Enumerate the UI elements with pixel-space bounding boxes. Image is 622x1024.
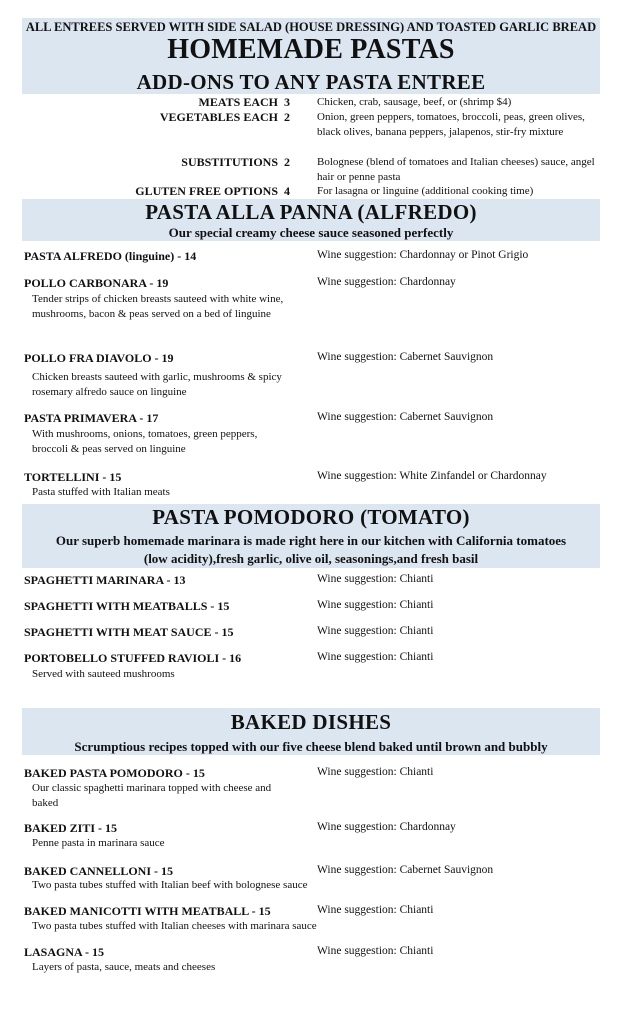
wine-suggestion: Wine suggestion: Chianti bbox=[317, 625, 434, 637]
menu-item-name: BAKED CANNELLONI - 15 bbox=[24, 864, 174, 878]
menu-item-name: LASAGNA - 15 bbox=[24, 945, 105, 959]
addon-label: MEATS EACH 3 bbox=[198, 95, 290, 109]
menu-item-name: SPAGHETTI WITH MEAT SAUCE - 15 bbox=[24, 625, 234, 639]
alfredo-title: PASTA ALLA PANNA (ALFREDO) bbox=[145, 200, 477, 224]
addon-desc: Bolognese (blend of tomatoes and Italian cheeses) sauce, angel hair or penne pasta bbox=[317, 156, 595, 183]
wine-suggestion: Wine suggestion: Chianti bbox=[317, 651, 434, 663]
menu-item-name: SPAGHETTI WITH MEATBALLS - 15 bbox=[24, 599, 230, 613]
wine-suggestion: Wine suggestion: Cabernet Sauvignon bbox=[317, 351, 494, 363]
wine-suggestion: Wine suggestion: Chardonnay bbox=[317, 821, 456, 833]
addon-price: 2 bbox=[284, 155, 290, 169]
menu-item-name: POLLO FRA DIAVOLO - 19 bbox=[24, 351, 174, 365]
wine-suggestion: Wine suggestion: Cabernet Sauvignon bbox=[317, 864, 494, 876]
menu-item-desc: Two pasta tubes stuffed with Italian cheeses with marinara sauce bbox=[32, 920, 317, 932]
menu-item-name: PASTA PRIMAVERA - 17 bbox=[24, 411, 159, 425]
wine-suggestion: Wine suggestion: White Zinfandel or Chardonnay bbox=[317, 470, 547, 482]
alfredo-subtitle: Our special creamy cheese sauce seasoned perfectly bbox=[168, 225, 454, 240]
addon-desc: Onion, green peppers, tomatoes, broccoli, peas, green olives, black olives, banana peppers, jalapenos, stir-fry mixture bbox=[317, 111, 585, 138]
wine-suggestion: Wine suggestion: Chianti bbox=[317, 573, 434, 585]
pomodoro-subtitle-line1: Our superb homemade marinara is made right here in our kitchen with California tomatoes bbox=[55, 533, 567, 548]
menu-item-desc: Our classic spaghetti marinara topped with cheese and baked bbox=[32, 782, 272, 809]
wine-suggestion: Wine suggestion: Chianti bbox=[317, 766, 434, 778]
addon-label: VEGETABLES EACH 2 bbox=[159, 110, 290, 124]
baked-subtitle: Scrumptious recipes topped with our five cheese blend baked until brown and bubbly bbox=[74, 739, 548, 754]
addon-price: 2 bbox=[284, 110, 290, 124]
addon-desc: Chicken, crab, sausage, beef, or (shrimp $4) bbox=[317, 96, 512, 108]
menu-item-desc: Served with sauteed mushrooms bbox=[32, 668, 175, 680]
addons-title: ADD-ONS TO ANY PASTA ENTREE bbox=[136, 70, 486, 94]
addon-label: GLUTEN FREE OPTIONS 4 bbox=[135, 184, 290, 198]
menu-item-name: POLLO CARBONARA - 19 bbox=[24, 276, 169, 290]
wine-suggestion: Wine suggestion: Chianti bbox=[317, 945, 434, 957]
menu-item-desc: Pasta stuffed with Italian meats bbox=[32, 486, 170, 498]
menu-item-name: PORTOBELLO STUFFED RAVIOLI - 16 bbox=[24, 651, 242, 665]
addon-label: SUBSTITUTIONS 2 bbox=[181, 155, 290, 169]
wine-suggestion: Wine suggestion: Chardonnay or Pinot Grigio bbox=[317, 249, 529, 261]
baked-title: BAKED DISHES bbox=[230, 710, 392, 734]
pomodoro-subtitle-line2: (low acidity),fresh garlic, olive oil, seasonings,and fresh basil bbox=[143, 551, 479, 566]
addon-price: 3 bbox=[284, 95, 290, 109]
menu-item-name: BAKED MANICOTTI WITH MEATBALL - 15 bbox=[24, 904, 271, 918]
served-with-note: ALL ENTREES SERVED WITH SIDE SALAD (HOUSE DRESSING) AND TOASTED GARLIC BREAD bbox=[25, 20, 597, 34]
addon-desc: For lasagna or linguine (additional cooking time) bbox=[317, 185, 534, 197]
wine-suggestion: Wine suggestion: Chianti bbox=[317, 904, 434, 916]
menu-item-desc: Penne pasta in marinara sauce bbox=[32, 837, 165, 849]
pomodoro-title: PASTA POMODORO (TOMATO) bbox=[152, 505, 470, 529]
menu-item-desc: Tender strips of chicken breasts sauteed with white wine, mushrooms, bacon & peas served on a bed of linguine bbox=[32, 293, 284, 320]
page-title: HOMEMADE PASTAS bbox=[167, 34, 455, 65]
menu-item-name: PASTA ALFREDO (linguine) - 14 bbox=[24, 249, 197, 263]
menu-item-name: BAKED PASTA POMODORO - 15 bbox=[24, 766, 205, 780]
menu-item-name: TORTELLINI - 15 bbox=[24, 470, 122, 484]
menu-item-desc: Chicken breasts sauteed with garlic, mushrooms & spicy rosemary alfredo sauce on linguine bbox=[32, 371, 282, 398]
menu-item-name: BAKED ZITI - 15 bbox=[24, 821, 118, 835]
menu-item-name: SPAGHETTI MARINARA - 13 bbox=[24, 573, 186, 587]
wine-suggestion: Wine suggestion: Cabernet Sauvignon bbox=[317, 411, 494, 423]
wine-suggestion: Wine suggestion: Chianti bbox=[317, 599, 434, 611]
addon-price: 4 bbox=[284, 184, 290, 198]
menu-item-desc: Two pasta tubes stuffed with Italian beef with bolognese sauce bbox=[32, 879, 308, 891]
menu-item-desc: With mushrooms, onions, tomatoes, green peppers, broccoli & peas served on linguine bbox=[32, 428, 258, 455]
menu-item-desc: Layers of pasta, sauce, meats and cheeses bbox=[32, 961, 216, 973]
wine-suggestion: Wine suggestion: Chardonnay bbox=[317, 276, 456, 288]
